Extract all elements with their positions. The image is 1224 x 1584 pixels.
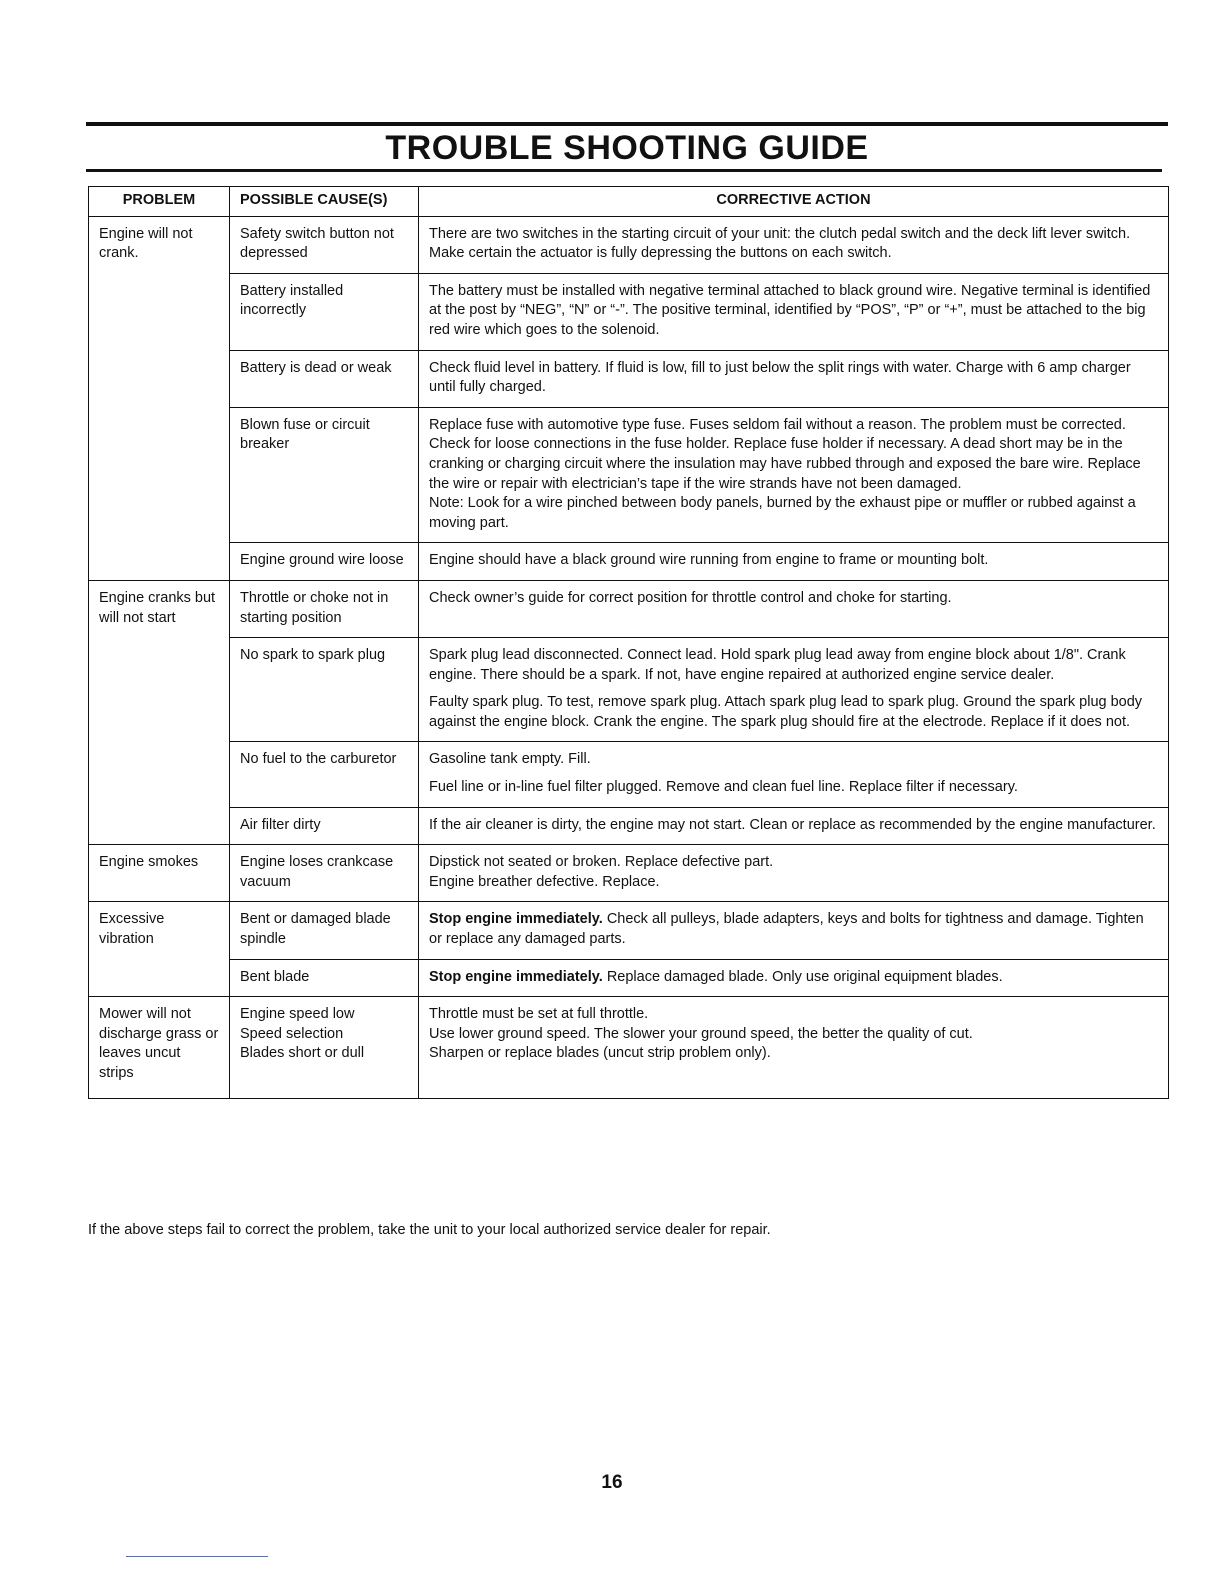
problem-cell: Engine smokes (89, 845, 230, 902)
action-cell: Stop engine immediately. Replace damaged blade. Only use original equipment blades. (419, 959, 1169, 997)
title-rule-bottom (86, 169, 1162, 172)
problem-cell-empty (89, 543, 230, 581)
table-row (89, 902, 1169, 959)
problem-cell: Engine cranks but will not start (89, 580, 230, 637)
action-cell: Check owner’s guide for correct position for throttle control and choke for starting. (419, 580, 1169, 637)
problem-cell-empty (89, 407, 230, 543)
cause-cell: Battery installed incorrectly (230, 273, 419, 350)
cause-cell: No spark to spark plug (230, 638, 419, 742)
cause-cell: Air filter dirty (230, 807, 419, 845)
cause-cell: Battery is dead or weak (230, 350, 419, 407)
table-row (89, 350, 1169, 407)
problem-cell-empty (89, 350, 230, 407)
table-row (89, 959, 1169, 997)
table-row (89, 742, 1169, 807)
action-cell: Gasoline tank empty. Fill. Fuel line or in-line fuel filter plugged. Remove and clean fuel line. Replace filter if necessary. (419, 742, 1169, 807)
cause-cell: Throttle or choke not in starting position (230, 580, 419, 637)
table-row (89, 407, 1169, 543)
action-cell: Stop engine immediately. Check all pulleys, blade adapters, keys and bolts for tightness and damage. Tighten or replace any damaged parts. (419, 902, 1169, 959)
action-cell: Engine should have a black ground wire running from engine to frame or mounting bolt. (419, 543, 1169, 581)
problem-cell-empty (89, 959, 230, 997)
table-header-row (89, 187, 1169, 217)
cause-cell: Engine loses crankcase vacuum (230, 845, 419, 902)
table-row (89, 580, 1169, 637)
table-row (89, 845, 1169, 902)
warning-text: Stop engine immediately. (429, 968, 603, 985)
problem-cell: Excessive vibration (89, 902, 230, 959)
cause-cell: Blown fuse or circuit breaker (230, 407, 419, 543)
cause-cell: Safety switch button not depressed (230, 216, 419, 273)
action-cell: If the air cleaner is dirty, the engine may not start. Clean or replace as recommended by the engine manufacturer. (419, 807, 1169, 845)
action-cell: Replace fuse with automotive type fuse. Fuses seldom fail without a reason. The problem must be corrected. Check for loose connections in the fuse holder. Replace fuse holder if necessary. A dead short may be in the cranking or charging circuit where the insulation may have rubbed through and exposed the bare wire. Replace the wire or repair with electrician’s tape if the wire strands have not been damaged. Note: Look for a wire pinched between body panels, burned by the exhaust pipe or muffler or rubbed against a moving part. (419, 407, 1169, 543)
action-cell: Dipstick not seated or broken. Replace defective part. Engine breather defective. Replace. (419, 845, 1169, 902)
problem-cell-empty (89, 273, 230, 350)
problem-cell: Mower will not discharge grass or leaves uncut strips (89, 997, 230, 1099)
cause-cell: Engine ground wire loose (230, 543, 419, 581)
table-row (89, 807, 1169, 845)
bottom-divider (126, 1556, 268, 1557)
action-cell: There are two switches in the starting circuit of your unit: the clutch pedal switch and the deck lift lever switch. Make certain the actuator is fully depressing the buttons on each switch. (419, 216, 1169, 273)
action-cell: Check fluid level in battery. If fluid is low, fill to just below the split rings with water. Charge with 6 amp charger until fully charged. (419, 350, 1169, 407)
cause-cell: No fuel to the carburetor (230, 742, 419, 807)
warning-text: Stop engine immediately. (429, 911, 603, 928)
problem-cell-empty (89, 807, 230, 845)
action-cell: Spark plug lead disconnected. Connect lead. Hold spark plug lead away from engine block about 1/8". Crank engine. There should be a spark. If not, have engine repaired at authorized engine service dealer. Faulty spark plug. To test, remove spark plug. Attach spark plug lead to spark plug. Ground the spark plug body against the engine block. Crank the engine. The spark plug should fire at the electrode. Replace if it does not. (419, 638, 1169, 742)
header-action: CORRECTIVE ACTION (419, 187, 1169, 217)
problem-cell-empty (89, 638, 230, 742)
table-row (89, 273, 1169, 350)
action-cell: The battery must be installed with negative terminal attached to black ground wire. Negative terminal is identified at the post by “NEG”, “N” or “-”. The positive terminal, identified by “POS”, “P” or “+”, must be attached to the big red wire which goes to the solenoid. (419, 273, 1169, 350)
problem-cell-empty (89, 742, 230, 807)
table-row (89, 997, 1169, 1099)
problem-cell: Engine will not crank. (89, 216, 230, 273)
header-problem: PROBLEM (89, 187, 230, 217)
page-title: TROUBLE SHOOTING GUIDE (385, 129, 869, 167)
header-cause: POSSIBLE CAUSE(S) (230, 187, 419, 217)
troubleshooting-table (88, 186, 1169, 1099)
cause-cell: Engine speed low Speed selection Blades short or dull (230, 997, 419, 1099)
cause-cell: Bent blade (230, 959, 419, 997)
page-number: 16 (601, 1472, 623, 1493)
table-row (89, 543, 1169, 581)
cause-cell: Bent or damaged blade spindle (230, 902, 419, 959)
action-cell: Throttle must be set at full throttle. Use lower ground speed. The slower your ground speed, the better the quality of cut. Sharpen or replace blades (uncut strip problem only). (419, 997, 1169, 1099)
table-row (89, 638, 1169, 742)
table-row (89, 216, 1169, 273)
footer-note: If the above steps fail to correct the problem, take the unit to your local authorized service dealer for repair. (88, 1222, 771, 1238)
